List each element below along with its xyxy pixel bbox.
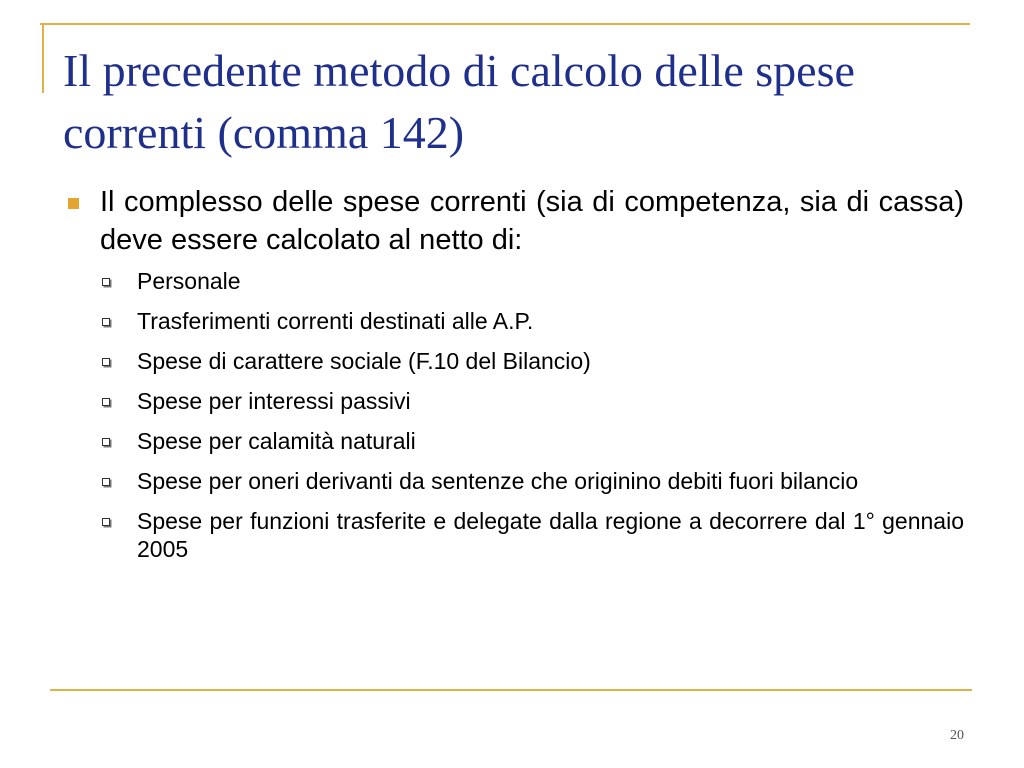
sub-bullet-item — [100, 347, 964, 375]
sub-bullet-item — [100, 267, 964, 295]
sub-bullet-item — [100, 387, 964, 415]
bullet-item — [64, 183, 964, 259]
sub-bullet-text: Spese per calamità naturali — [137, 428, 416, 454]
hollow-square-bullet-icon — [102, 318, 110, 326]
bullet-text: Il complesso delle spese correnti (sia di competenza, sia di cassa) deve essere calcolato al netto di: — [100, 186, 964, 256]
page-number: 20 — [950, 728, 964, 743]
hollow-square-bullet-icon — [102, 358, 110, 366]
sub-bullet-text: Spese per interessi passivi — [137, 388, 411, 414]
sub-bullet-item — [100, 507, 964, 563]
sub-bullet-list — [64, 267, 964, 563]
hollow-square-bullet-icon — [102, 438, 110, 446]
bottom-accent-rule — [50, 689, 972, 691]
slide-body — [64, 183, 964, 575]
left-accent-rule — [42, 23, 44, 93]
hollow-square-bullet-icon — [102, 398, 110, 406]
sub-bullet-text: Trasferimenti correnti destinati alle A.P. — [137, 308, 534, 334]
square-bullet-icon — [68, 198, 79, 209]
sub-bullet-text: Spese per funzioni trasferite e delegate dalla regione a decorrere dal 1° gennaio 2005 — [137, 508, 964, 562]
sub-bullet-item — [100, 307, 964, 335]
hollow-square-bullet-icon — [102, 278, 110, 286]
sub-bullet-text: Personale — [137, 268, 241, 294]
hollow-square-bullet-icon — [102, 478, 110, 486]
sub-bullet-text: Spese per oneri derivanti da sentenze che originino debiti fuori bilancio — [137, 468, 859, 494]
sub-bullet-item — [100, 427, 964, 455]
hollow-square-bullet-icon — [102, 518, 110, 526]
sub-bullet-item — [100, 467, 964, 495]
slide-title: Il precedente metodo di calcolo delle spese correnti (comma 142) — [63, 45, 855, 158]
sub-bullet-text: Spese di carattere sociale (F.10 del Bilancio) — [137, 348, 591, 374]
top-accent-rule — [40, 23, 970, 25]
